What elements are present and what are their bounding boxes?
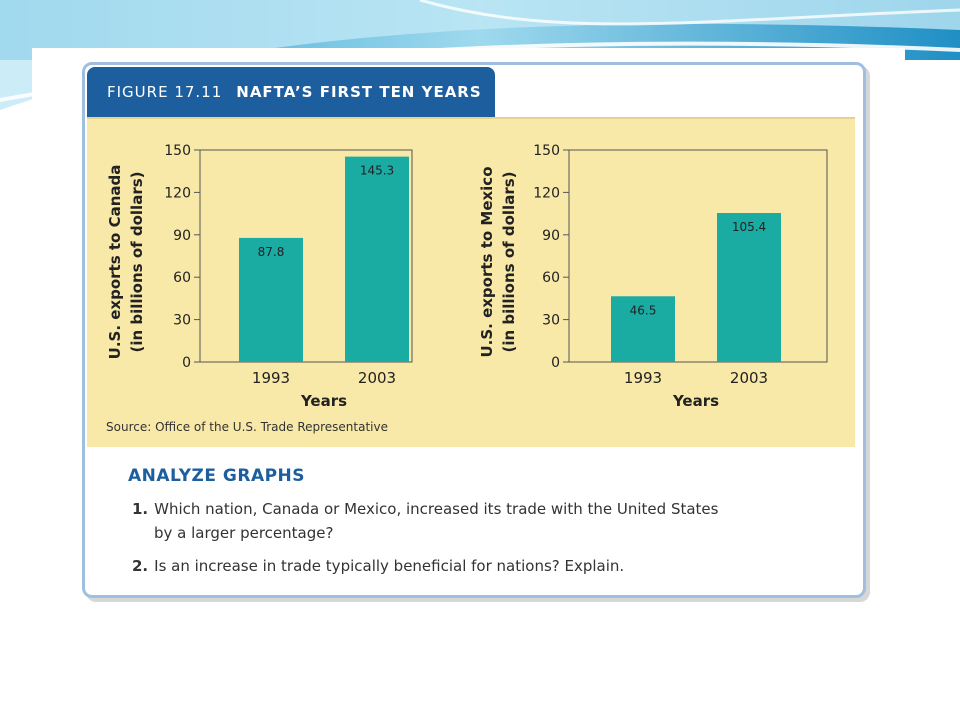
y-axis-label: (in billions of dollars)	[500, 171, 518, 353]
analyze-graphs-title: ANALYZE GRAPHS	[128, 466, 306, 486]
question-text: Is an increase in trade typically beneficial for nations? Explain.	[154, 557, 625, 575]
x-axis-label: Years	[672, 392, 720, 410]
figure-number: FIGURE 17.11	[107, 83, 223, 101]
bar-2003	[345, 157, 409, 362]
y-tick-label: 60	[173, 270, 191, 287]
y-tick-label: 0	[182, 355, 191, 371]
y-axis-label: U.S. exports to Canada	[106, 164, 124, 360]
charts	[87, 117, 855, 417]
bar-2003	[717, 213, 781, 362]
data-label: 145.3	[359, 163, 395, 178]
question-2	[132, 554, 792, 578]
y-tick-label: 0	[551, 355, 560, 371]
y-tick-label: 90	[542, 227, 560, 244]
y-tick-label: 150	[533, 143, 560, 159]
figure-title: NAFTA’S FIRST TEN YEARS	[236, 83, 482, 101]
source-note: Source: Office of the U.S. Trade Representative	[106, 420, 388, 434]
y-tick-label: 30	[542, 312, 560, 329]
x-axis-label: Years	[300, 392, 348, 410]
plot-frame-2	[569, 150, 827, 362]
x-tick-label: 2003	[357, 369, 397, 387]
y-axis-label: (in billions of dollars)	[128, 171, 146, 353]
x-tick-label: 1993	[251, 369, 291, 387]
figure-header	[87, 67, 495, 117]
y-tick-label: 150	[164, 143, 191, 159]
question-1	[132, 497, 792, 545]
question-number: 1.	[132, 500, 149, 518]
question-number: 2.	[132, 557, 149, 575]
y-tick-label: 120	[533, 185, 560, 202]
question-text: by a larger percentage?	[154, 524, 334, 542]
y-tick-label: 60	[542, 270, 560, 287]
x-tick-label: 2003	[729, 369, 769, 387]
x-tick-label: 1993	[623, 369, 663, 387]
y-tick-label: 90	[173, 227, 191, 244]
question-text: Which nation, Canada or Mexico, increased its trade with the United States	[154, 500, 719, 518]
data-label: 46.5	[629, 303, 657, 318]
data-label: 87.8	[257, 244, 285, 259]
y-axis-label: U.S. exports to Mexico	[478, 166, 496, 358]
y-tick-label: 120	[164, 185, 191, 202]
y-tick-label: 30	[173, 312, 191, 329]
data-label: 105.4	[731, 220, 767, 235]
